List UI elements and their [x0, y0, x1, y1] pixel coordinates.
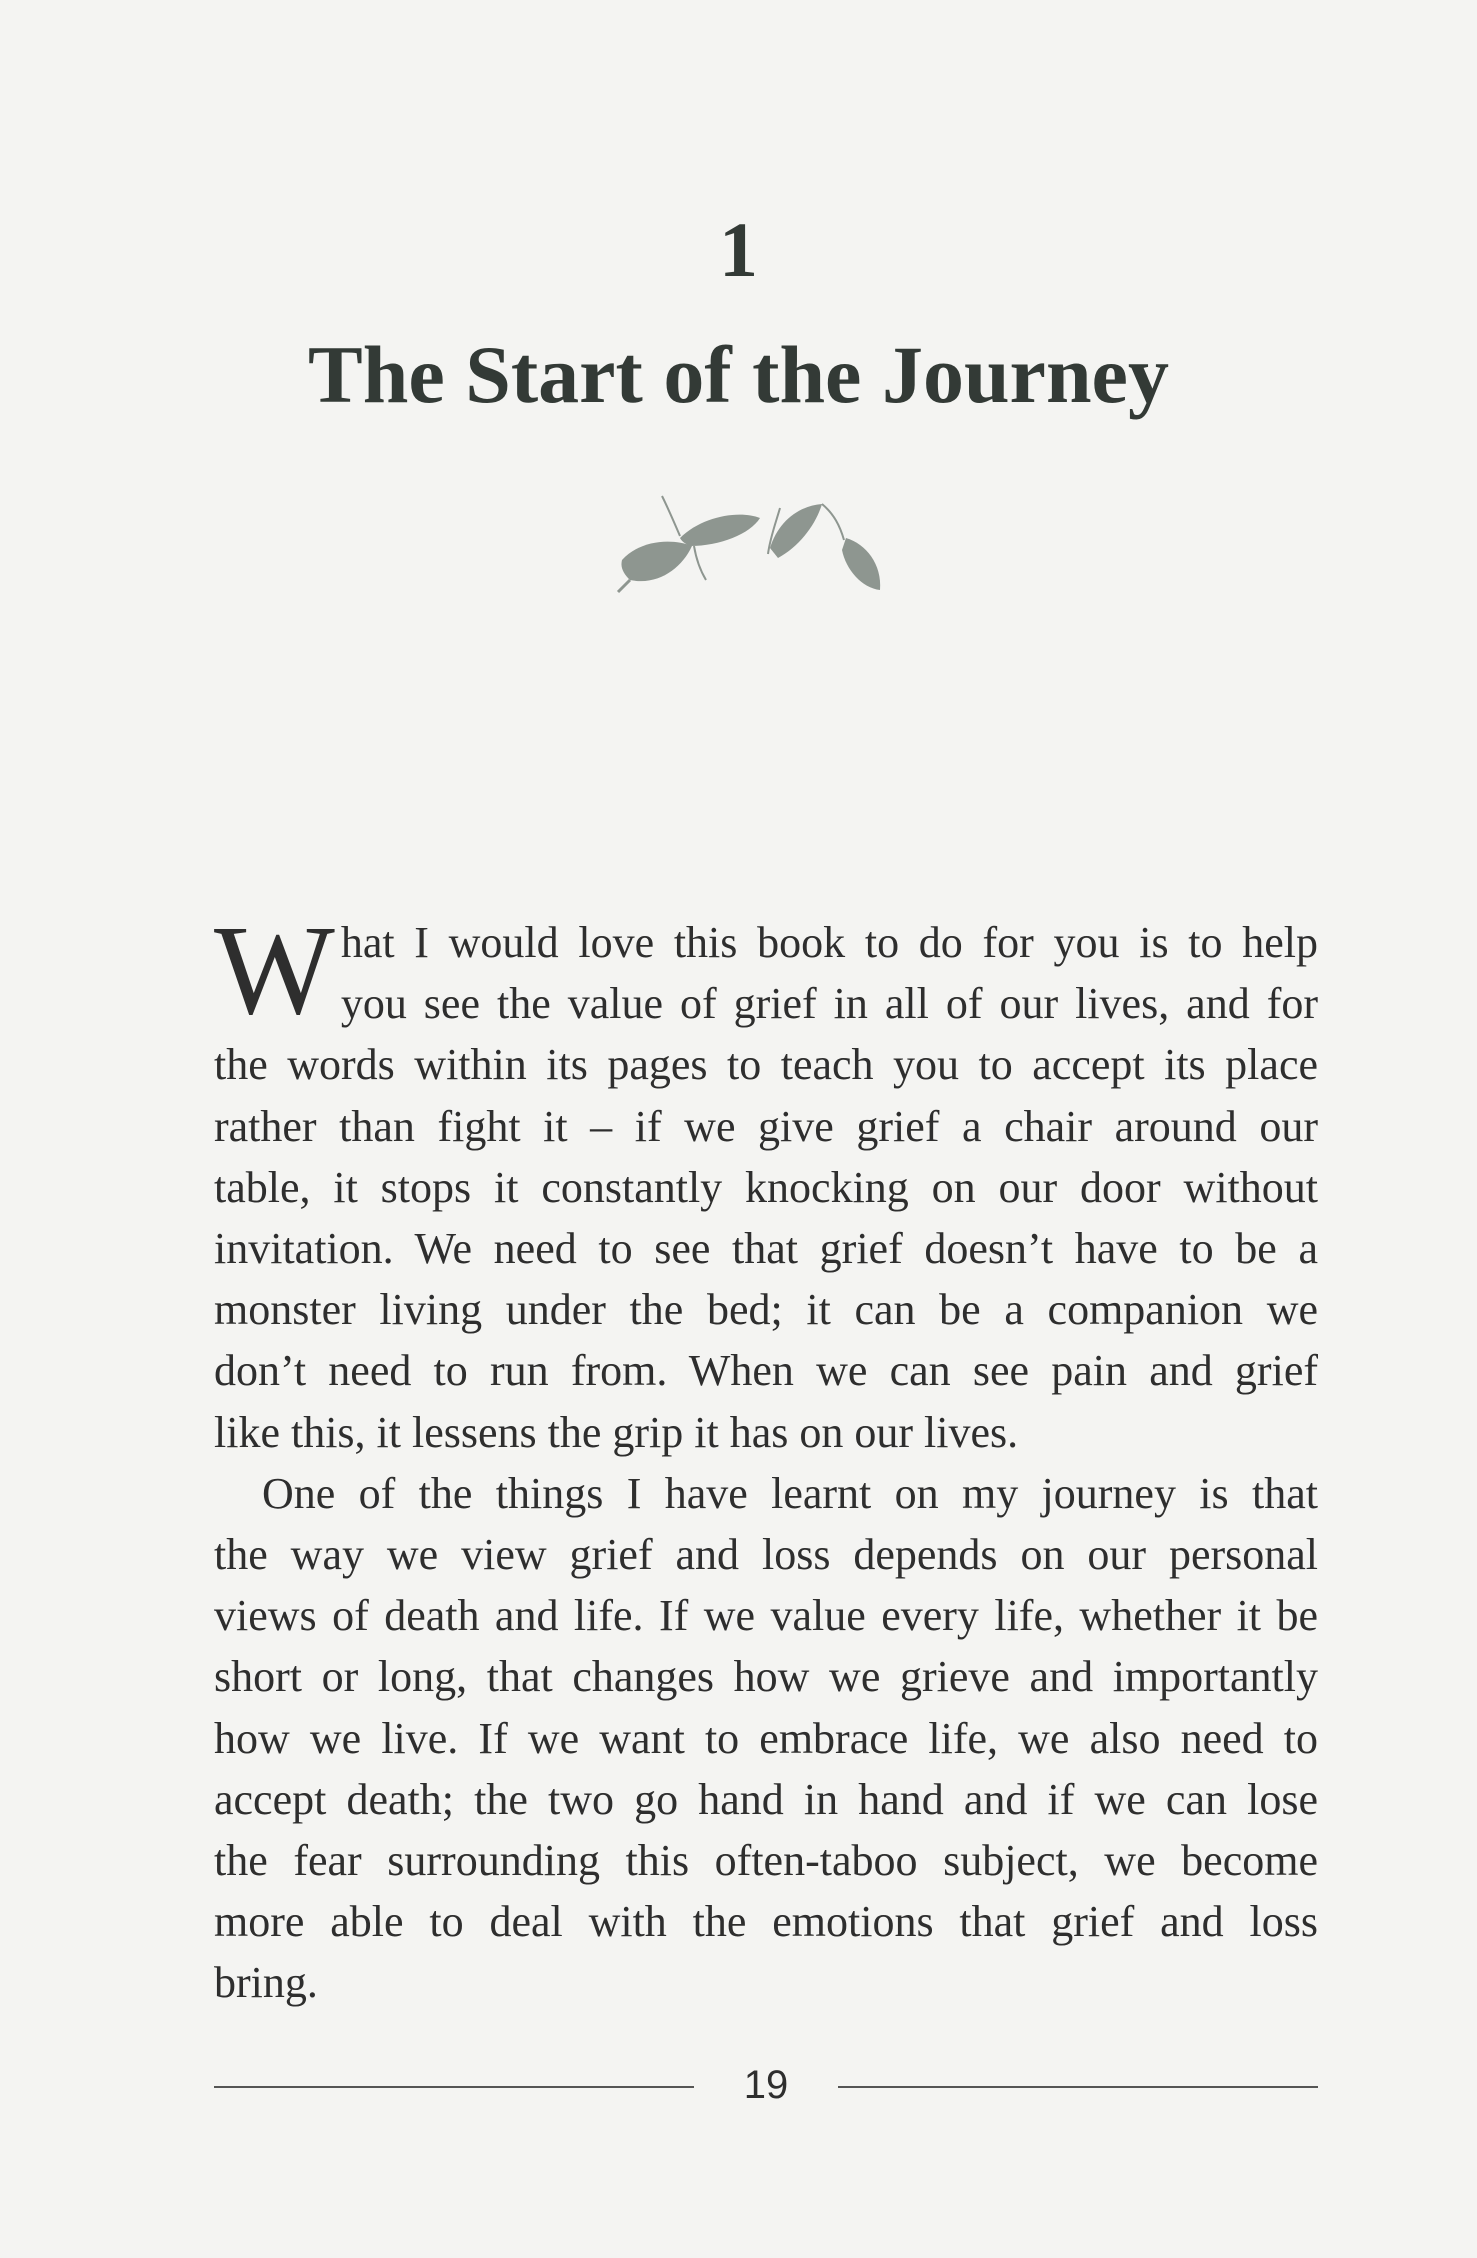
- text-line: accept death; the two go hand in hand and if we can lose: [214, 1774, 1318, 1824]
- paragraph-2: [214, 1463, 1318, 2014]
- text-line: don’t need to run from. When we can see pain and grief: [214, 1346, 1318, 1396]
- chapter-title: The Start of the Journey: [308, 329, 1169, 420]
- text-line: table, it stops it constantly knocking on our door without: [214, 1162, 1318, 1212]
- text-line: the way we view grief and loss depends on our personal: [214, 1530, 1318, 1580]
- text-line: how we live. If we want to embrace life, we also need to: [214, 1713, 1318, 1763]
- page-footer: [214, 2060, 1318, 2120]
- text-line: like this, it lessens the grip it has on our lives.: [214, 1407, 1019, 1457]
- paragraph-1: [214, 899, 1318, 1463]
- drop-cap: W: [214, 899, 335, 1041]
- body-text: [214, 899, 1318, 2014]
- page-number: 19: [743, 2063, 789, 2107]
- text-line: invitation. We need to see that grief doesn’t have to be a: [214, 1224, 1318, 1274]
- text-line: hat I would love this book to do for you is to help: [340, 918, 1318, 967]
- text-line: short or long, that changes how we grieve and importantly: [214, 1652, 1318, 1702]
- text-line: the fear surrounding this often-taboo subject, we become: [214, 1836, 1318, 1886]
- text-line: monster living under the bed; it can be a companion we: [214, 1285, 1318, 1335]
- text-line: bring.: [214, 1958, 318, 2008]
- footer-rule-right: [838, 2086, 1318, 2088]
- text-line: you see the value of grief in all of our lives, and for: [340, 979, 1318, 1029]
- chapter-number: 1: [719, 206, 758, 293]
- text-line: rather than fight it – if we give grief a chair around our: [214, 1101, 1318, 1151]
- text-line: One of the things I have learnt on my journey is that: [262, 1468, 1318, 1518]
- text-line: the words within its pages to teach you to accept its place: [214, 1040, 1318, 1090]
- leaves-ornament-icon: [610, 488, 900, 618]
- text-line: views of death and life. If we value every life, whether it be: [214, 1591, 1318, 1641]
- text-line: more able to deal with the emotions that grief and loss: [214, 1897, 1318, 1947]
